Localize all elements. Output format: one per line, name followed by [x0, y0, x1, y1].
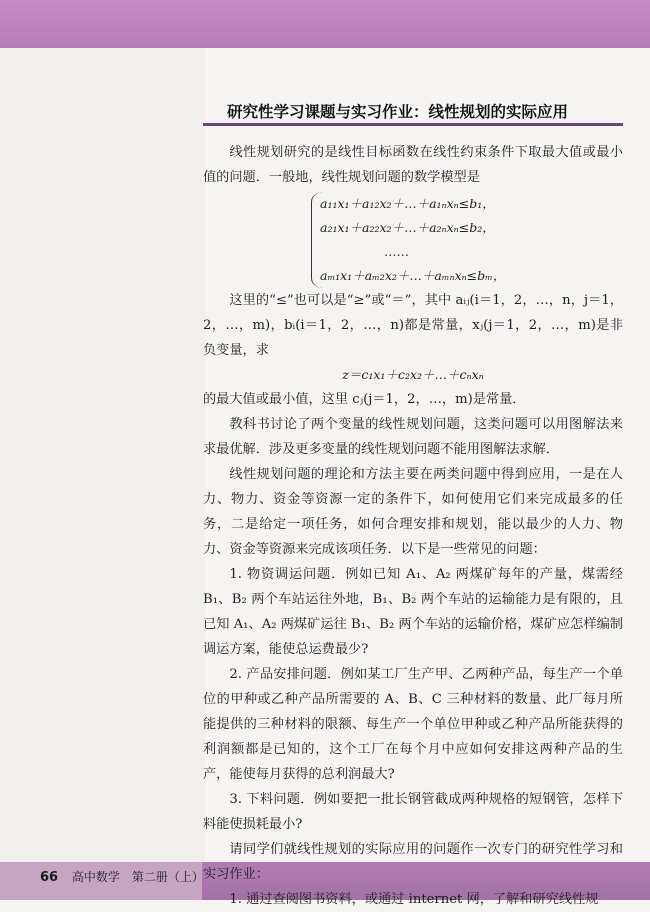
- section-heading: [203, 96, 623, 126]
- paragraph-task-1: 1. 通过查阅图书资料，或通过 internet 网，了解和研究线性规: [229, 892, 599, 907]
- constraint-dots: ……: [384, 244, 409, 259]
- page-body: [203, 140, 623, 912]
- constraint-system: [311, 192, 623, 288]
- paragraph-objective: 的最大值或最小值，这里 cⱼ(j＝1，2，…，m)是常量．: [203, 392, 526, 407]
- page-footer: [40, 868, 204, 892]
- list-item-production: 2. 产品安排问题．例如某工厂生产甲、乙两种产品，每生产一个单位的甲种或乙种产品所需要的 A、B、C 三种材料的数量、此厂每月所能提供的三种材料的限额、每生产一个单位甲种或乙种产品所能获得的利润额都是已知的，这个工厂在每个月中应如何安排这两种产品的生产，能使每月获得的总利润最大?: [203, 667, 623, 782]
- top-color-band: [0, 0, 650, 48]
- constraint-line-2: a₂₁x₁＋a₂₂x₂＋…＋a₂ₙxₙ≤b₂，: [320, 220, 495, 235]
- objective-formula: z＝c₁x₁＋c₂x₂＋…＋cₙxₙ: [342, 367, 484, 382]
- section-heading-text: 研究性学习课题与实习作业：线性规划的实际应用: [227, 103, 569, 121]
- constraint-line-1: a₁₁x₁＋a₁₂x₂＋…＋a₁ₙxₙ≤b₁，: [320, 196, 495, 211]
- paragraph-assignment: 请同学们就线性规划的实际应用的问题作一次专门的研究性学习和实习作业：: [203, 842, 623, 882]
- constraint-line-m: aₘ₁x₁＋aₘ₂x₂＋…＋aₘₙxₙ≤bₘ，: [320, 268, 506, 283]
- left-margin: [0, 48, 205, 893]
- page-number: 66: [40, 870, 59, 885]
- book-title: 高中数学 第二册（上）: [71, 870, 204, 884]
- paragraph-applications: 线性规划问题的理论和方法主要在两类问题中得到应用，一是在人力、物力、资金等资源一定的条件下，如何使用它们来完成最多的任务，二是给定一项任务，如何合理安排和规划，能以最少的人力、物力、资金等资源来完成该项任务．以下是一些常见的问题：: [203, 467, 623, 557]
- list-item-transport: 1. 物资调运问题．例如已知 A₁、A₂ 两煤矿每年的产量，煤需经 B₁、B₂ 两个车站运往外地，B₁、B₂ 两个车站的运输能力是有限的，且已知 A₁、A₂ 两煤矿运往 B₁、B₂ 两个车站的运输价格，煤矿应怎样编制调运方案，能使总运费最少?: [203, 567, 623, 657]
- paragraph-intro: 线性规划研究的是线性目标函数在线性约束条件下取最大值或最小值的问题．一般地，线性规划问题的数学模型是: [203, 145, 623, 185]
- list-item-cutting: 3. 下料问题．例如要把一批长钢管截成两种规格的短钢管，怎样下料能使损耗最小?: [203, 792, 623, 832]
- paragraph-variables: 这里的“≤”也可以是“≥”或“＝”，其中 aᵢⱼ(i＝1，2，…，n，j＝1，2，…，m)，bᵢ(i＝1，2，…，n)都是常量，xⱼ(j＝1，2，…，m)是非负变量，求: [203, 293, 623, 358]
- paragraph-textbook: 教科书讨论了两个变量的线性规划问题，这类问题可以用图解法来求最优解．涉及更多变量的线性规划问题不能用图解法求解．: [203, 417, 623, 457]
